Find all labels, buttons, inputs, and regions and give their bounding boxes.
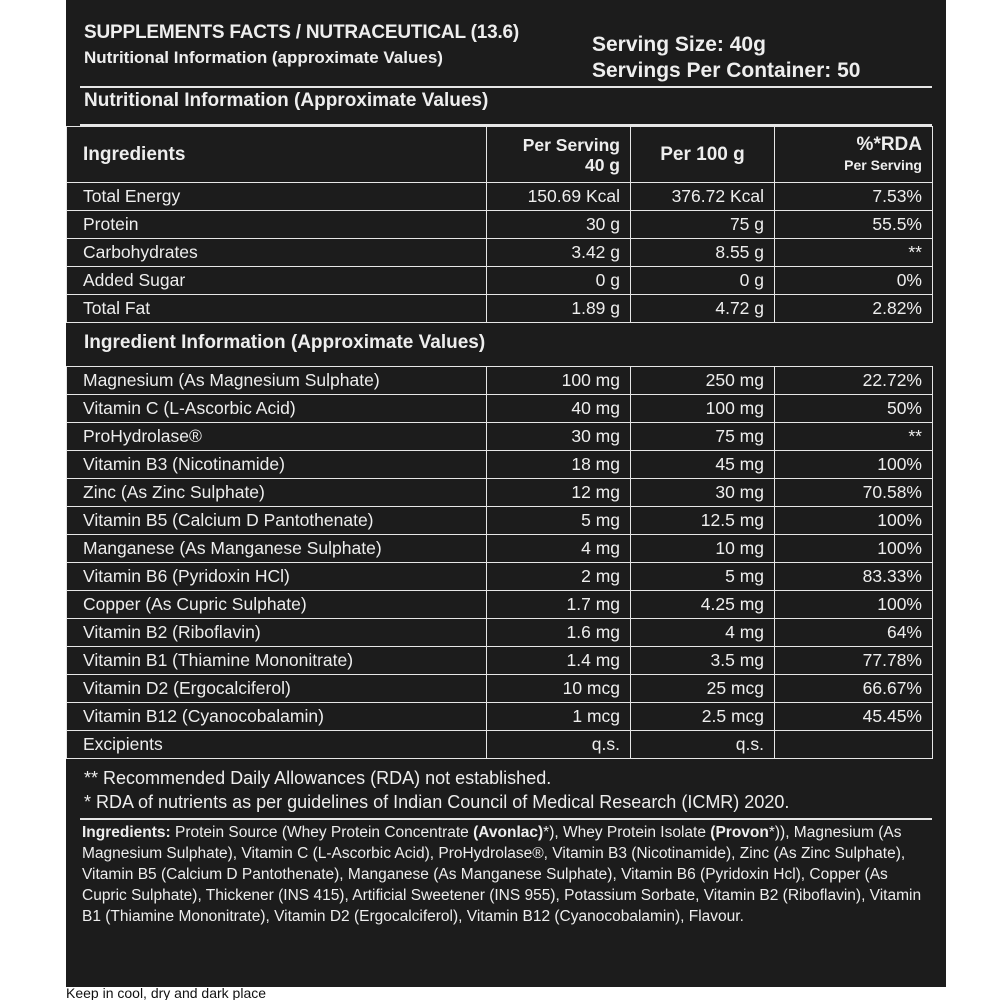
table-row bbox=[67, 183, 933, 211]
col-per-serving-line2: 40 g bbox=[584, 154, 620, 175]
ingredients-bold-provon: (Provon bbox=[710, 824, 769, 841]
per-100g-cell: 4.72 g bbox=[631, 295, 775, 323]
per-100g-cell: 2.5 mcg bbox=[631, 703, 775, 731]
footnote-rda-not-established: ** Recommended Daily Allowances (RDA) not established. bbox=[84, 768, 552, 788]
rda-cell: 100% bbox=[775, 507, 933, 535]
nutrition-header-row bbox=[67, 127, 933, 183]
col-ingredients-label: Ingredients bbox=[83, 143, 186, 165]
col-per-100 bbox=[631, 127, 775, 183]
table-row bbox=[67, 423, 933, 451]
table-row bbox=[67, 647, 933, 675]
per-serving-cell: 4 mg bbox=[487, 535, 631, 563]
ingredient-name-cell: Vitamin B2 (Riboflavin) bbox=[67, 619, 487, 647]
per-100g-cell: 12.5 mg bbox=[631, 507, 775, 535]
rda-cell: 66.67% bbox=[775, 675, 933, 703]
per-100g-cell: 376.72 Kcal bbox=[631, 183, 775, 211]
rda-cell: ** bbox=[775, 423, 933, 451]
per-serving-cell: 0 g bbox=[487, 267, 631, 295]
ingredient-name-cell: Manganese (As Manganese Sulphate) bbox=[67, 535, 487, 563]
ingredient-name-cell: Vitamin C (L-Ascorbic Acid) bbox=[67, 395, 487, 423]
per-serving-cell: q.s. bbox=[487, 731, 631, 759]
label-subtitle: Nutritional Information (approximate Values) bbox=[84, 48, 443, 67]
label-title: SUPPLEMENTS FACTS / NUTRACEUTICAL (13.6) bbox=[84, 22, 520, 43]
ingredient-name-cell: Magnesium (As Magnesium Sulphate) bbox=[67, 367, 487, 395]
table-row bbox=[67, 295, 933, 323]
per-100g-cell: 8.55 g bbox=[631, 239, 775, 267]
per-serving-cell: 18 mg bbox=[487, 451, 631, 479]
rda-cell: 2.82% bbox=[775, 295, 933, 323]
ingredient-name-cell: Excipients bbox=[67, 731, 487, 759]
servings-per-container: Servings Per Container: 50 bbox=[592, 59, 861, 82]
per-serving-cell: 150.69 Kcal bbox=[487, 183, 631, 211]
per-100g-cell: 4.25 mg bbox=[631, 591, 775, 619]
table-row bbox=[67, 267, 933, 295]
ingredient-name-cell: Total Fat bbox=[67, 295, 487, 323]
ingredients-text-3: *)), Magnesium (As Magnesium Sulphate), Vitamin C (L-Ascorbic Acid), ProHydrolase®, Vitamin B3 (Nicotinamide), Zinc (As Zinc Sulphate), Vitamin B5 (Calcium D Pantothenate), Manganese (As Manganese Sulphate), Vitamin B6 (Pyridoxin Hcl), Copper (As Cupric Sulphate), Thickener (INS 415), Artificial Sweetener (INS 955), Potassium Sorbate, Vitamin B2 (Riboflavin), Vitamin B1 (Thiamine Mononitrate), Vitamin D2 (Ergocalciferol), Vitamin B12 (Cyanocobalamin), Flavour. bbox=[82, 824, 922, 925]
table-row bbox=[67, 703, 933, 731]
ingredient-info-table bbox=[66, 366, 933, 759]
ingredients-bold-avonlac: (Avonlac) bbox=[473, 824, 544, 841]
ingredient-name-cell: ProHydrolase® bbox=[67, 423, 487, 451]
per-100g-cell: 30 mg bbox=[631, 479, 775, 507]
rda-cell bbox=[775, 731, 933, 759]
table-row bbox=[67, 535, 933, 563]
per-100g-cell: 5 mg bbox=[631, 563, 775, 591]
ingredients-list bbox=[82, 822, 932, 927]
storage-text: Keep in cool, dry and dark place bbox=[66, 987, 267, 1000]
rda-cell: 22.72% bbox=[775, 367, 933, 395]
per-100g-cell: 0 g bbox=[631, 267, 775, 295]
table-row bbox=[67, 367, 933, 395]
per-100g-cell: 10 mg bbox=[631, 535, 775, 563]
table-row bbox=[67, 239, 933, 267]
header-divider bbox=[80, 86, 932, 88]
ingredients-text-2: *), Whey Protein Isolate bbox=[543, 824, 711, 841]
rda-cell: 83.33% bbox=[775, 563, 933, 591]
col-rda bbox=[775, 127, 933, 183]
ingredients-text-1: Protein Source (Whey Protein Concentrate bbox=[170, 824, 474, 841]
nutrition-table bbox=[66, 126, 933, 323]
ingredient-name-cell: Zinc (As Zinc Sulphate) bbox=[67, 479, 487, 507]
per-serving-cell: 100 mg bbox=[487, 367, 631, 395]
per-serving-cell: 1.4 mg bbox=[487, 647, 631, 675]
ingredient-name-cell: Vitamin B3 (Nicotinamide) bbox=[67, 451, 487, 479]
rda-cell: 100% bbox=[775, 451, 933, 479]
per-100g-cell: 45 mg bbox=[631, 451, 775, 479]
per-serving-cell: 12 mg bbox=[487, 479, 631, 507]
table-row bbox=[67, 451, 933, 479]
rda-cell: 7.53% bbox=[775, 183, 933, 211]
rda-cell: 77.78% bbox=[775, 647, 933, 675]
rda-cell: 70.58% bbox=[775, 479, 933, 507]
footnote-divider bbox=[80, 818, 932, 820]
footnote-icmr: * RDA of nutrients as per guidelines of Indian Council of Medical Research (ICMR) 2020. bbox=[84, 792, 790, 812]
ingredient-name-cell: Protein bbox=[67, 211, 487, 239]
ingredient-name-cell: Added Sugar bbox=[67, 267, 487, 295]
per-100g-cell: q.s. bbox=[631, 731, 775, 759]
ingredient-name-cell: Vitamin B6 (Pyridoxin HCl) bbox=[67, 563, 487, 591]
per-serving-cell: 40 mg bbox=[487, 395, 631, 423]
table-row bbox=[67, 479, 933, 507]
per-100g-cell: 100 mg bbox=[631, 395, 775, 423]
ingredient-name-cell: Vitamin B1 (Thiamine Mononitrate) bbox=[67, 647, 487, 675]
per-serving-cell: 1.6 mg bbox=[487, 619, 631, 647]
col-per-100-label: Per 100 g bbox=[660, 143, 745, 165]
ingredient-name-cell: Vitamin B5 (Calcium D Pantothenate) bbox=[67, 507, 487, 535]
ingredient-name-cell: Carbohydrates bbox=[67, 239, 487, 267]
nutrition-section-title: Nutritional Information (Approximate Values) bbox=[84, 90, 489, 111]
col-rda-line1: %*RDA bbox=[856, 133, 922, 155]
per-100g-cell: 4 mg bbox=[631, 619, 775, 647]
per-100g-cell: 250 mg bbox=[631, 367, 775, 395]
table-row bbox=[67, 563, 933, 591]
per-serving-cell: 30 mg bbox=[487, 423, 631, 451]
supplement-facts-panel bbox=[66, 0, 946, 988]
rda-cell: 100% bbox=[775, 591, 933, 619]
table-row bbox=[67, 395, 933, 423]
per-100g-cell: 75 mg bbox=[631, 423, 775, 451]
header-right bbox=[592, 32, 860, 84]
per-serving-cell: 3.42 g bbox=[487, 239, 631, 267]
table-row bbox=[67, 619, 933, 647]
header-left bbox=[84, 22, 519, 68]
per-100g-cell: 75 g bbox=[631, 211, 775, 239]
per-serving-cell: 10 mcg bbox=[487, 675, 631, 703]
col-per-serving bbox=[487, 127, 631, 183]
rda-cell: 55.5% bbox=[775, 211, 933, 239]
ingredient-name-cell: Vitamin B12 (Cyanocobalamin) bbox=[67, 703, 487, 731]
per-serving-cell: 1.7 mg bbox=[487, 591, 631, 619]
rda-cell: 50% bbox=[775, 395, 933, 423]
table-row bbox=[67, 507, 933, 535]
table-row bbox=[67, 675, 933, 703]
col-ingredients bbox=[67, 127, 487, 183]
ingredients-label: Ingredients: bbox=[82, 824, 171, 841]
ingredient-name-cell: Vitamin D2 (Ergocalciferol) bbox=[67, 675, 487, 703]
per-serving-cell: 30 g bbox=[487, 211, 631, 239]
per-100g-cell: 3.5 mg bbox=[631, 647, 775, 675]
table-row bbox=[67, 211, 933, 239]
table-row bbox=[67, 591, 933, 619]
serving-size: Serving Size: 40g bbox=[592, 33, 766, 56]
ingredient-name-cell: Total Energy bbox=[67, 183, 487, 211]
ingredient-info-title: Ingredient Information (Approximate Values) bbox=[84, 332, 486, 353]
rda-cell: 45.45% bbox=[775, 703, 933, 731]
col-per-serving-line1: Per Serving bbox=[522, 134, 620, 155]
label-header bbox=[84, 22, 932, 84]
bottom-text-strip bbox=[62, 987, 946, 1000]
rda-cell: 64% bbox=[775, 619, 933, 647]
per-serving-cell: 1.89 g bbox=[487, 295, 631, 323]
per-serving-cell: 5 mg bbox=[487, 507, 631, 535]
table-row bbox=[67, 731, 933, 759]
per-serving-cell: 1 mcg bbox=[487, 703, 631, 731]
rda-cell: 100% bbox=[775, 535, 933, 563]
rda-cell: 0% bbox=[775, 267, 933, 295]
ingredient-name-cell: Copper (As Cupric Sulphate) bbox=[67, 591, 487, 619]
per-serving-cell: 2 mg bbox=[487, 563, 631, 591]
per-100g-cell: 25 mcg bbox=[631, 675, 775, 703]
rda-cell: ** bbox=[775, 239, 933, 267]
col-rda-line2: Per Serving bbox=[844, 156, 922, 173]
